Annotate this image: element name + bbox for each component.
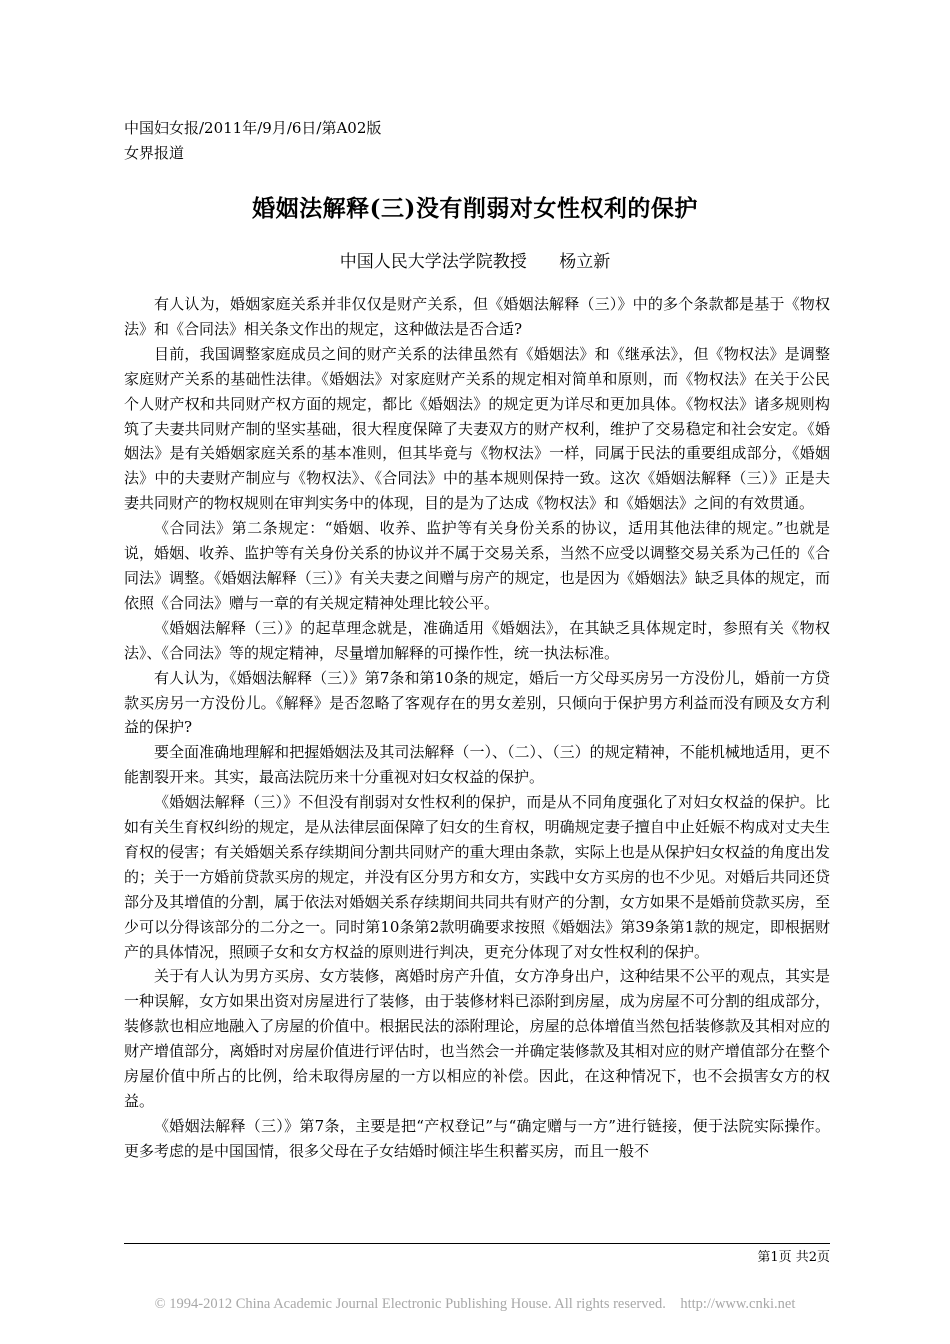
section-label: 女界报道 bbox=[124, 144, 185, 162]
paragraph: 《合同法》第二条规定：“婚姻、收养、监护等有关身份关系的协议，适用其他法律的规定。”也就是说，婚姻、收养、监护等有关身份关系的协议并不属于交易关系，当然不应受以调整交易关系为己任的《合同法》调整。《婚姻法解释（三）》有关夫妻之间赠与房产的规定，也是因为《婚姻法》缺乏具体的规定，而依照《合同法》赠与一章的有关规定精神处理比较公平。 bbox=[124, 519, 830, 612]
page-indicator: 第1页 共2页 bbox=[757, 1250, 830, 1265]
paragraph: 有人认为，《婚姻法解释（三）》第7条和第10条的规定，婚后一方父母买房另一方没份儿，婚前一方贷款买房另一方没份儿。《解释》是否忽略了客观存在的男女差别，只倾向于保护男方利益而没有顾及女方利益的保护? bbox=[124, 668, 830, 737]
paragraph: 要全面准确地理解和把握婚姻法及其司法解释（一）、（二）、（三）的规定精神，不能机械地适用，更不能割裂开来。其实，最高法院历来十分重视对妇女权益的保护。 bbox=[124, 743, 830, 787]
source-line: 中国妇女报/2011年/9月/6日/第A02版 bbox=[124, 119, 382, 137]
paragraph: 关于有人认为男方买房、女方装修，离婚时房产升值，女方净身出户，这种结果不公平的观点，其实是一种误解，女方如果出资对房屋进行了装修，由于装修材料已添附到房屋，成为房屋不可分割的组成部分，装修款也相应地融入了房屋的价值中。根据民法的添附理论，房屋的总体增值当然包括装修款及其相对应的财产增值部分，离婚时对房屋价值进行评估时，也当然会一并确定装修款及其相对应的财产增值部分在整个房屋价值中所占的比例，给未取得房屋的一方以相应的补偿。因此，在这种情况下，也不会损害女方的权益。 bbox=[124, 967, 830, 1110]
article-meta bbox=[124, 116, 381, 166]
article-title: 婚姻法解释(三)没有削弱对女性权利的保护 bbox=[252, 195, 698, 222]
footer-divider bbox=[124, 1243, 830, 1244]
paragraph: 有人认为，婚姻家庭关系并非仅仅是财产关系，但《婚姻法解释（三）》中的多个条款都是基于《物权法》和《合同法》相关条文作出的规定，这种做法是否合适? bbox=[124, 295, 830, 338]
paragraph: 《婚姻法解释（三）》的起草理念就是，准确适用《婚姻法》，在其缺乏具体规定时，参照有关《物权法》、《合同法》等的规定精神，尽量增加解释的可操作性，统一执法标准。 bbox=[124, 618, 830, 662]
paragraph: 《婚姻法解释（三）》第7条，主要是把“产权登记”与“确定赠与一方”进行链接，便于法院实际操作。更多考虑的是中国国情，很多父母在子女结婚时倾注毕生积蓄买房，而且一般不 bbox=[124, 1116, 830, 1160]
article-byline: 中国人民大学法学院教授 杨立新 bbox=[339, 252, 611, 272]
paragraph: 《婚姻法解释（三）》不但没有削弱对女性权利的保护，而是从不同角度强化了对妇女权益的保护。比如有关生育权纠纷的规定，是从法律层面保障了妇女的生育权，明确规定妻子擅自中止妊娠不构成对丈夫生育权的侵害；有关婚姻关系存续期间分割共同财产的重大理由条款，实际上也是从保护妇女权益的角度出发的；关于一方婚前贷款买房的规定，并没有区分男方和女方，实践中女方买房的也不少见。对婚后共同还贷部分及其增值的分割，属于依法对婚姻关系存续期间共同共有财产的分割，女方如果不是婚前贷款买房，至少可以分得该部分的二分之一。同时第10条第2款明确要求按照《婚姻法》第39条第1款的规定，即根据财产的具体情况，照顾子女和女方权益的原则进行判决，更充分体现了对女性权利的保护。 bbox=[124, 793, 830, 961]
copyright-watermark: © 1994-2012 China Academic Journal Electronic Publishing House. All rights reserved. http://www.cnki.net bbox=[154, 1296, 796, 1312]
article-body bbox=[124, 292, 830, 1164]
paragraph: 目前，我国调整家庭成员之间的财产关系的法律虽然有《婚姻法》和《继承法》，但《物权法》是调整家庭财产关系的基础性法律。《婚姻法》对家庭财产关系的规定相对简单和原则，而《物权法》在关于公民个人财产权和共同财产权方面的规定，都比《婚姻法》的规定更为详尽和更加具体。《物权法》诸多规则构筑了夫妻共同财产制的坚实基础，很大程度保障了夫妻双方的财产权利，维护了交易稳定和社会安定。《婚姻法》是有关婚姻家庭关系的基本准则，但其毕竟与《物权法》一样，同属于民法的重要组成部分，《婚姻法》中的夫妻财产制应与《物权法》、《合同法》中的基本规则保持一致。这次《婚姻法解释（三）》正是夫妻共同财产的物权规则在审判实务中的体现，目的是为了达成《物权法》和《婚姻法》之间的有效贯通。 bbox=[124, 344, 830, 513]
